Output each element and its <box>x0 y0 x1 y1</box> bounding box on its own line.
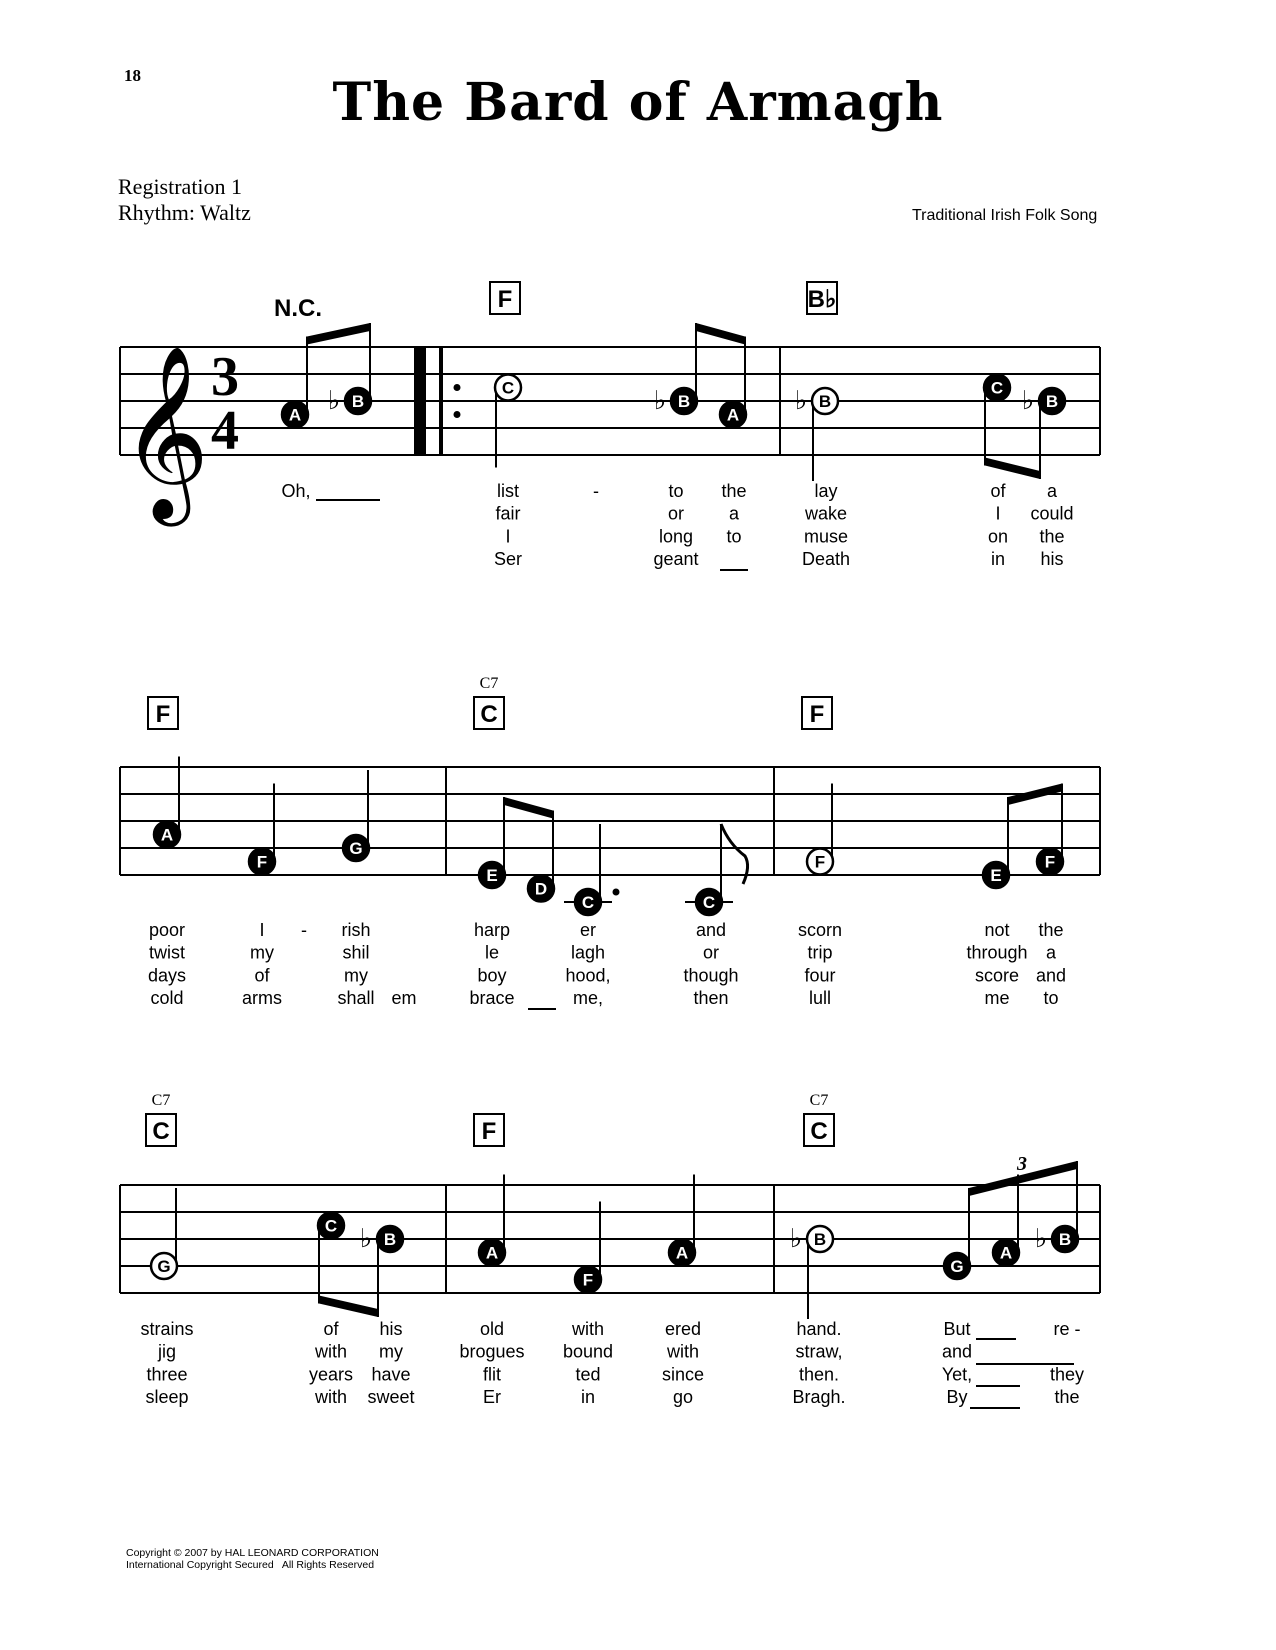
note-label-C: C <box>581 893 595 912</box>
lyric-word: Ser <box>493 549 523 570</box>
lyric-word: twist <box>149 942 185 963</box>
chord-F: F <box>497 286 513 313</box>
lyric-word: with <box>314 1341 348 1362</box>
lyric-word: his <box>1040 549 1064 570</box>
lyric-word: not <box>984 920 1010 940</box>
flat-icon: ♭ <box>1034 1224 1048 1254</box>
note-label-G: G <box>157 1257 171 1276</box>
treble-clef-icon: 𝄞 <box>120 345 210 519</box>
lyric-word: go <box>672 1387 694 1408</box>
lyric-word: brogues <box>459 1341 525 1362</box>
lyric-word: sweet <box>367 1387 415 1408</box>
lyric-word: I <box>995 503 1001 524</box>
lyric-word: of <box>323 1319 339 1339</box>
flat-icon: ♭ <box>653 386 667 416</box>
lyric-word: ted <box>575 1364 601 1385</box>
lyric-word: my <box>250 942 274 963</box>
note-label-B: B <box>813 1230 827 1249</box>
note-label-C: C <box>702 893 716 912</box>
lyric-word: straw, <box>795 1341 843 1362</box>
chord-F: F <box>155 701 171 728</box>
lyric-word: a <box>728 503 740 524</box>
lyric-word: though <box>683 965 739 986</box>
lyric-word: jig <box>157 1341 177 1362</box>
flat-icon: ♭ <box>789 1224 803 1254</box>
note-label-B: B <box>351 392 365 411</box>
lyric-word: geant <box>653 549 699 570</box>
lyric-word: my <box>344 965 368 986</box>
lyric-word: or <box>667 503 685 524</box>
lyric-word: on <box>987 526 1009 547</box>
lyric-word: and <box>1035 965 1067 986</box>
note-label-A: A <box>160 825 174 845</box>
lyric-word: then. <box>798 1364 840 1385</box>
lyric-word: three <box>146 1364 188 1385</box>
note-label-B: B <box>818 392 832 411</box>
note-label-F: F <box>814 852 826 872</box>
no-chord-label: N.C. <box>274 295 322 322</box>
repeat-dot <box>454 384 461 391</box>
beam <box>985 458 1040 480</box>
lyric-word: Death <box>801 549 851 570</box>
lyric-word: er <box>579 920 597 940</box>
note-label-C: C <box>324 1216 338 1236</box>
lyric-word: lagh <box>570 942 606 963</box>
lyric-word: with <box>571 1319 605 1339</box>
lyric-word: have <box>371 1364 411 1385</box>
lyric-word: scorn <box>797 920 843 940</box>
lyric-word: the <box>721 481 747 501</box>
note-label-C: C <box>990 378 1004 398</box>
beam <box>307 323 370 345</box>
lyric-word: bound <box>562 1341 614 1362</box>
note-label-B: B <box>677 392 691 411</box>
lyric-word: could <box>1030 503 1074 524</box>
lyric-word: with <box>666 1341 700 1362</box>
lyric-word: hand. <box>796 1319 842 1339</box>
lyric-word: four <box>804 965 836 986</box>
lyric-word: of <box>254 965 270 986</box>
lyric-word: fair <box>495 503 521 524</box>
lyric-word: le <box>484 942 500 963</box>
lyric-word: they <box>1049 1364 1085 1385</box>
composer: Traditional Irish Folk Song <box>912 207 1098 224</box>
chord-C: C <box>152 1118 170 1145</box>
flat-icon: ♭ <box>1021 386 1035 416</box>
song-title: The Bard of Armagh <box>332 72 944 133</box>
note-label-A: A <box>288 405 302 425</box>
note-label-B: B <box>1045 392 1059 411</box>
flat-icon: ♭ <box>327 386 341 416</box>
lyric-word: his <box>379 1319 403 1339</box>
lyric-word: poor <box>148 920 186 940</box>
note-label-A: A <box>485 1243 499 1263</box>
lyric-word: brace <box>469 988 515 1009</box>
chord-C: C <box>480 701 498 728</box>
lyric-word: and <box>941 1341 973 1362</box>
lyric-word: a <box>1045 942 1057 963</box>
lyric-word: Bragh. <box>792 1387 846 1408</box>
note-label-A: A <box>675 1243 689 1263</box>
triplet-mark: 3 <box>1017 1153 1027 1175</box>
note-label-F: F <box>256 852 268 872</box>
lyric-word: boy <box>477 965 507 986</box>
note-label-C: C <box>501 378 515 398</box>
note-label-B: B <box>383 1230 397 1249</box>
chord-Bb: B♭ <box>807 286 837 313</box>
note-label-F: F <box>582 1270 594 1290</box>
lyric-word: lull <box>808 988 832 1009</box>
lyric-word: Er <box>483 1387 501 1408</box>
flat-icon: ♭ <box>359 1224 373 1254</box>
lyric-word: to <box>1043 988 1059 1009</box>
lyric-word: Oh, <box>281 481 311 501</box>
lyric-word: years <box>308 1364 354 1385</box>
lyric-word: wake <box>804 503 848 524</box>
lyric-word: since <box>661 1364 705 1385</box>
copyright-notice: Copyright © 2007 by HAL LEONARD CORPORATION International Copyright Secured All Rights Reserved <box>126 1547 379 1571</box>
lyric-word: ered <box>664 1319 702 1339</box>
lyric-word: rish <box>341 920 371 940</box>
lyric-word: of <box>990 481 1006 501</box>
note-label-A: A <box>726 405 740 425</box>
lyric-word: I <box>505 526 511 547</box>
lyric-word: me, <box>572 988 604 1009</box>
note-label-F: F <box>1044 852 1056 872</box>
lyric-word: arms <box>242 988 282 1009</box>
lyric-word: lay <box>814 481 838 501</box>
lyric-word: the <box>1038 920 1064 940</box>
lyric-word: hood, <box>565 965 611 986</box>
lyric-word: to <box>668 481 684 501</box>
note-label-D: D <box>534 879 548 899</box>
lyric-word: in <box>580 1387 596 1408</box>
lyric-word: the <box>1039 526 1065 547</box>
lyric-word: sleep <box>145 1387 189 1408</box>
chord-extension: C7 <box>809 1092 829 1109</box>
lyric-word: flit <box>483 1364 501 1385</box>
lyric-word: shil <box>342 942 370 963</box>
chord-extension: C7 <box>151 1092 171 1109</box>
rhythm: Rhythm: Waltz <box>118 200 251 225</box>
time-signature-top: 3 <box>211 346 239 408</box>
note-label-E: E <box>486 866 498 885</box>
lyric-word: and <box>695 920 727 940</box>
repeat-dot <box>454 411 461 418</box>
lyric-word: shall <box>337 988 375 1009</box>
time-signature-bottom: 4 <box>211 400 239 462</box>
lyric-word: - <box>593 481 599 501</box>
lyric-word: my <box>379 1341 403 1362</box>
flat-icon: ♭ <box>794 386 808 416</box>
chord-C: C <box>810 1118 828 1145</box>
registration: Registration 1 <box>118 174 243 199</box>
lyric-word: list <box>497 481 519 501</box>
lyric-word: or <box>702 942 720 963</box>
lyric-word: By <box>946 1387 968 1408</box>
lyric-word: harp <box>473 920 511 940</box>
lyric-word: I <box>259 920 265 940</box>
lyric-word: with <box>314 1387 348 1408</box>
chord-F: F <box>481 1118 497 1145</box>
chord-extension: C7 <box>479 675 499 692</box>
note-label-B: B <box>1058 1230 1072 1249</box>
lyric-word: - <box>301 920 307 940</box>
lyric-word: the <box>1054 1387 1080 1408</box>
lyric-word: muse <box>803 526 849 547</box>
note-label-G: G <box>950 1257 964 1276</box>
lyric-word: a <box>1046 481 1058 501</box>
note-label-E: E <box>990 866 1002 885</box>
page-number: 18 <box>124 66 141 85</box>
lyric-word: to <box>726 526 742 547</box>
beam <box>319 1296 378 1318</box>
lyric-word: But <box>943 1319 971 1339</box>
beam <box>696 323 745 345</box>
dot <box>613 889 620 896</box>
lyric-word: long <box>658 526 694 547</box>
beam <box>504 797 553 819</box>
lyric-word: old <box>479 1319 505 1339</box>
chord-F: F <box>809 701 825 728</box>
lyric-word: trip <box>807 942 833 963</box>
lyric-word: in <box>990 549 1006 570</box>
lyric-word: re - <box>1053 1319 1081 1339</box>
note-label-G: G <box>349 839 363 858</box>
lyric-word: Yet, <box>941 1364 973 1385</box>
lyric-word: then <box>693 988 729 1009</box>
lyric-word: cold <box>150 988 184 1009</box>
repeat-thick-bar <box>414 347 426 455</box>
lyric-word: days <box>147 965 187 986</box>
lyric-word: score <box>974 965 1020 986</box>
lyric-word: me <box>984 988 1010 1009</box>
lyric-word: strains <box>140 1319 194 1339</box>
lyric-word: through <box>966 942 1028 963</box>
lyric-word: em <box>391 988 417 1009</box>
note-label-A: A <box>999 1243 1013 1263</box>
